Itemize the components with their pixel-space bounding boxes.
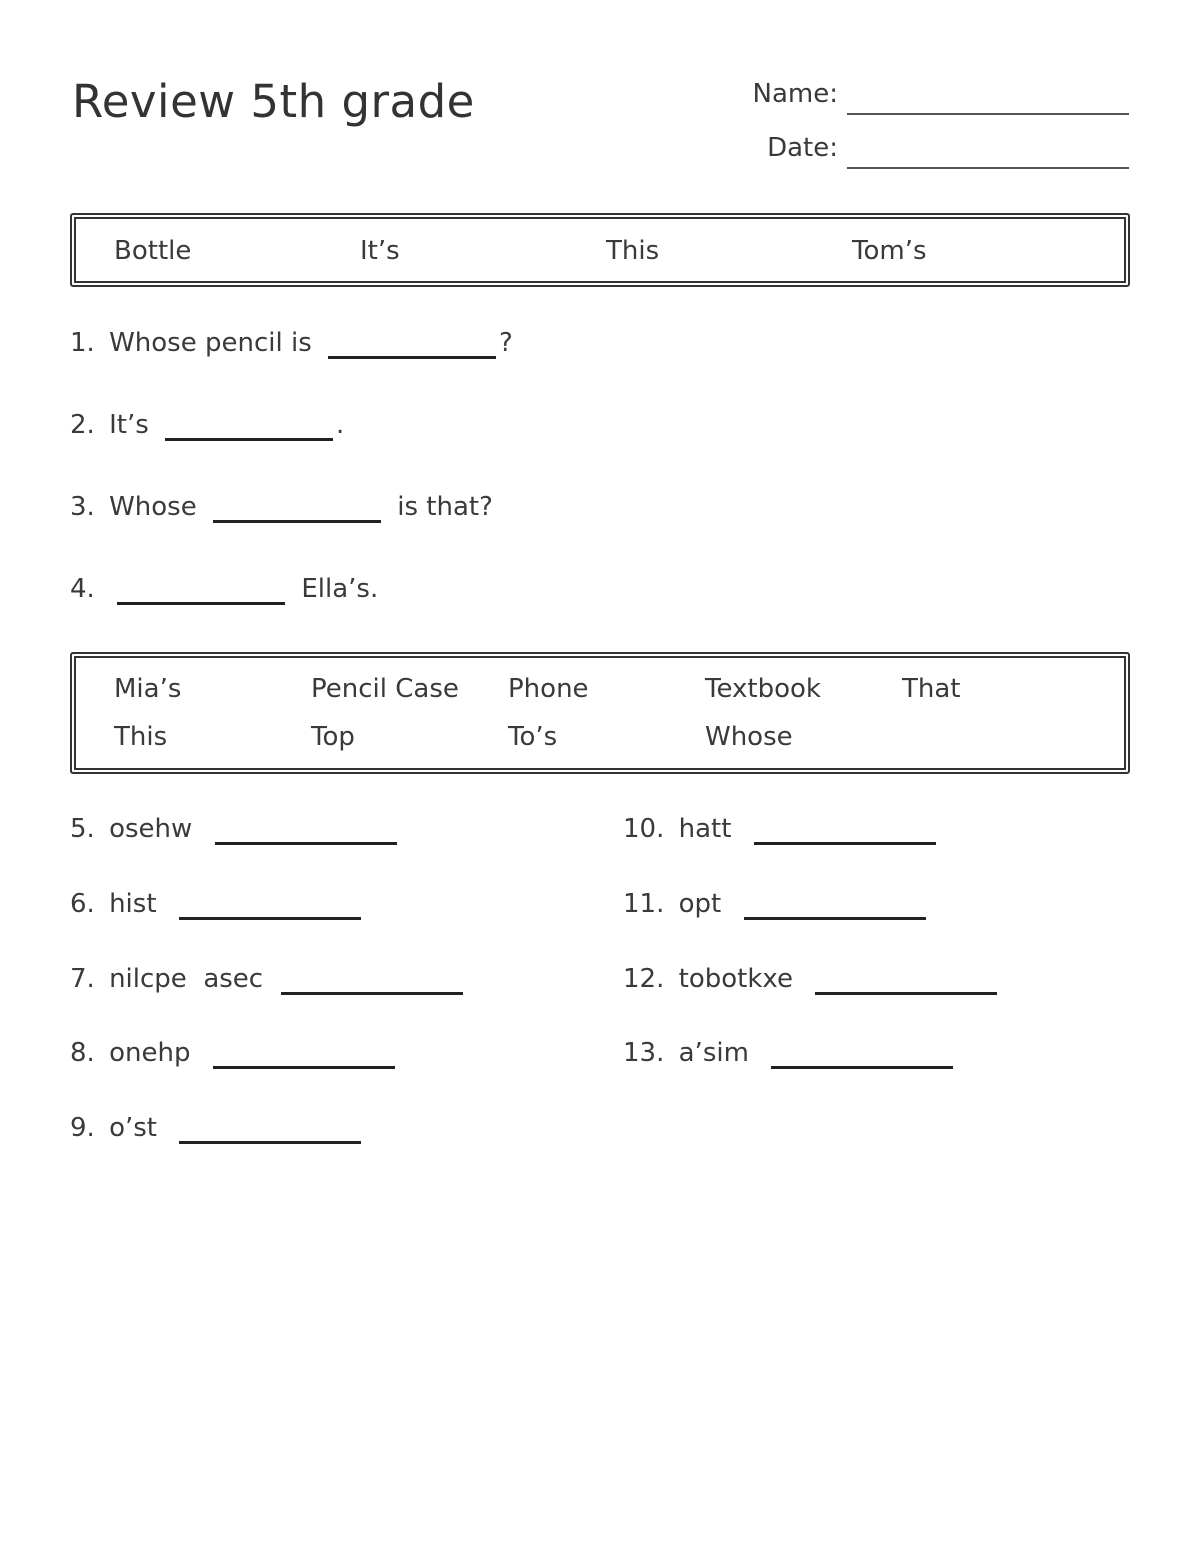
bank2-word: That	[902, 674, 961, 704]
answer-blank[interactable]	[117, 588, 285, 605]
answer-blank[interactable]	[179, 1127, 361, 1144]
scrambled-word: opt	[678, 889, 722, 919]
scrambled-word: o’st	[109, 1113, 157, 1143]
scrambled-word: tobotkxe	[678, 964, 793, 994]
bank2-word: Textbook	[705, 674, 821, 704]
question-number: 13.	[623, 1038, 665, 1068]
answer-blank[interactable]	[328, 342, 496, 359]
answer-blank[interactable]	[754, 828, 936, 845]
bank2-word: Whose	[705, 722, 793, 752]
scramble-12	[623, 963, 997, 995]
name-field[interactable]	[847, 113, 1129, 115]
question-number: 6.	[70, 889, 95, 919]
question-number: 2.	[70, 410, 95, 440]
worksheet-title: Review 5th grade	[72, 75, 475, 128]
word-bank-2	[70, 652, 1130, 774]
question-4	[70, 573, 378, 605]
scrambled-word: osehw	[109, 814, 193, 844]
question-1	[70, 327, 513, 359]
question-number: 4.	[70, 574, 95, 604]
scrambled-word: hatt	[678, 814, 732, 844]
scramble-5	[70, 813, 397, 845]
question-text: Whose	[109, 492, 197, 522]
answer-blank[interactable]	[213, 1052, 395, 1069]
question-number: 1.	[70, 328, 95, 358]
answer-blank[interactable]	[281, 978, 463, 995]
bank2-word: Mia’s	[114, 674, 182, 704]
name-label: Name:	[752, 79, 838, 109]
question-number: 12.	[623, 964, 665, 994]
question-text: It’s	[109, 410, 149, 440]
bank2-word: Top	[311, 722, 355, 752]
question-number: 7.	[70, 964, 95, 994]
scrambled-word: a’sim	[678, 1038, 749, 1068]
answer-blank[interactable]	[215, 828, 397, 845]
question-number: 11.	[623, 889, 665, 919]
bank1-word: It’s	[360, 236, 400, 266]
question-2	[70, 409, 344, 441]
question-text-after: Ella’s.	[301, 574, 379, 604]
question-number: 10.	[623, 814, 665, 844]
question-text-after: is that?	[397, 492, 493, 522]
question-text-after: .	[336, 410, 345, 440]
scrambled-word: nilcpe asec	[109, 964, 264, 994]
question-number: 5.	[70, 814, 95, 844]
scramble-7	[70, 963, 463, 995]
scrambled-word: onehp	[109, 1038, 191, 1068]
bank1-word: This	[606, 236, 660, 266]
question-3	[70, 491, 493, 523]
question-number: 8.	[70, 1038, 95, 1068]
bank2-word: Pencil Case	[311, 674, 459, 704]
scrambled-word: hist	[109, 889, 157, 919]
scramble-8	[70, 1037, 395, 1069]
question-text: Whose pencil is	[109, 328, 312, 358]
answer-blank[interactable]	[771, 1052, 953, 1069]
answer-blank[interactable]	[165, 424, 333, 441]
date-field[interactable]	[847, 167, 1129, 169]
scramble-11	[623, 888, 926, 920]
bank1-word: Tom’s	[852, 236, 927, 266]
answer-blank[interactable]	[213, 506, 381, 523]
question-number: 3.	[70, 492, 95, 522]
bank2-word: This	[114, 722, 168, 752]
question-number: 9.	[70, 1113, 95, 1143]
bank1-word: Bottle	[114, 236, 192, 266]
answer-blank[interactable]	[815, 978, 997, 995]
bank2-word: Phone	[508, 674, 589, 704]
scramble-9	[70, 1112, 361, 1144]
date-label: Date:	[767, 133, 838, 163]
scramble-6	[70, 888, 361, 920]
answer-blank[interactable]	[179, 903, 361, 920]
bank2-word: To’s	[508, 722, 558, 752]
word-bank-1	[70, 213, 1130, 287]
scramble-13	[623, 1037, 953, 1069]
scramble-10	[623, 813, 936, 845]
answer-blank[interactable]	[744, 903, 926, 920]
question-text-after: ?	[499, 328, 513, 358]
